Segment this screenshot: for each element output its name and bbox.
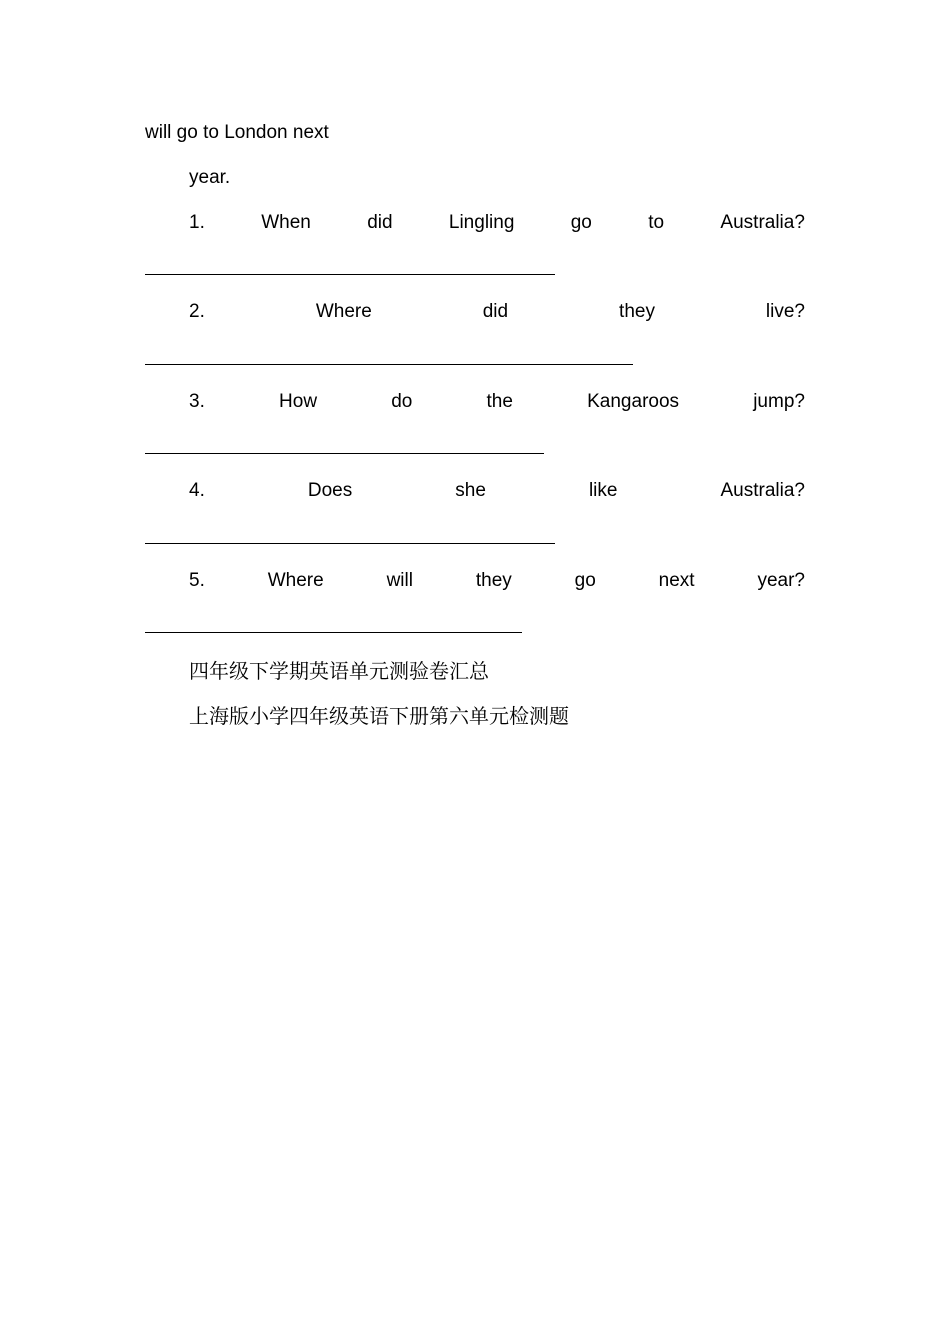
question-1 (189, 211, 805, 235)
question-word: go (570, 212, 592, 233)
answer-line-3[interactable] (145, 453, 544, 454)
question-word: did (367, 212, 393, 233)
question-word: they (475, 570, 512, 591)
test-title: 上海版小学四年级英语下册第六单元检测题 (189, 704, 569, 728)
question-word: will (386, 570, 413, 591)
answer-line-5[interactable] (145, 632, 522, 633)
question-number: 1. (189, 212, 205, 233)
question-word: do (391, 391, 413, 412)
question-word: Kangaroos (587, 391, 680, 412)
answer-line-4[interactable] (145, 543, 555, 544)
question-word: go (574, 570, 596, 591)
passage-line-1: will go to London next (145, 122, 329, 143)
question-word: next (658, 570, 695, 591)
question-word: the (486, 391, 513, 412)
question-word: to (648, 212, 665, 233)
question-number: 5. (189, 570, 205, 591)
question-word: did (482, 301, 509, 322)
question-2 (189, 300, 805, 324)
answer-line-1[interactable] (145, 274, 555, 275)
question-word: Where (267, 570, 324, 591)
collection-title: 四年级下学期英语单元测验卷汇总 (189, 659, 489, 683)
question-3 (189, 390, 805, 414)
question-word: Does (307, 480, 353, 501)
question-word: they (619, 301, 655, 322)
question-word: jump? (753, 391, 805, 412)
question-number: 4. (189, 480, 205, 501)
question-word: Australia? (720, 480, 805, 501)
question-word: How (279, 391, 318, 412)
question-word: Lingling (448, 212, 515, 233)
question-number: 3. (189, 391, 205, 412)
question-word: she (455, 480, 486, 501)
passage-line-2: year. (189, 167, 231, 188)
question-word: live? (765, 301, 805, 322)
question-4 (189, 479, 805, 503)
question-number: 2. (189, 301, 205, 322)
question-word: When (261, 212, 311, 233)
question-word: Australia? (720, 212, 805, 233)
question-word: year? (757, 570, 805, 591)
question-5 (189, 569, 805, 593)
question-word: like (588, 480, 618, 501)
question-word: Where (315, 301, 372, 322)
answer-line-2[interactable] (145, 364, 633, 365)
